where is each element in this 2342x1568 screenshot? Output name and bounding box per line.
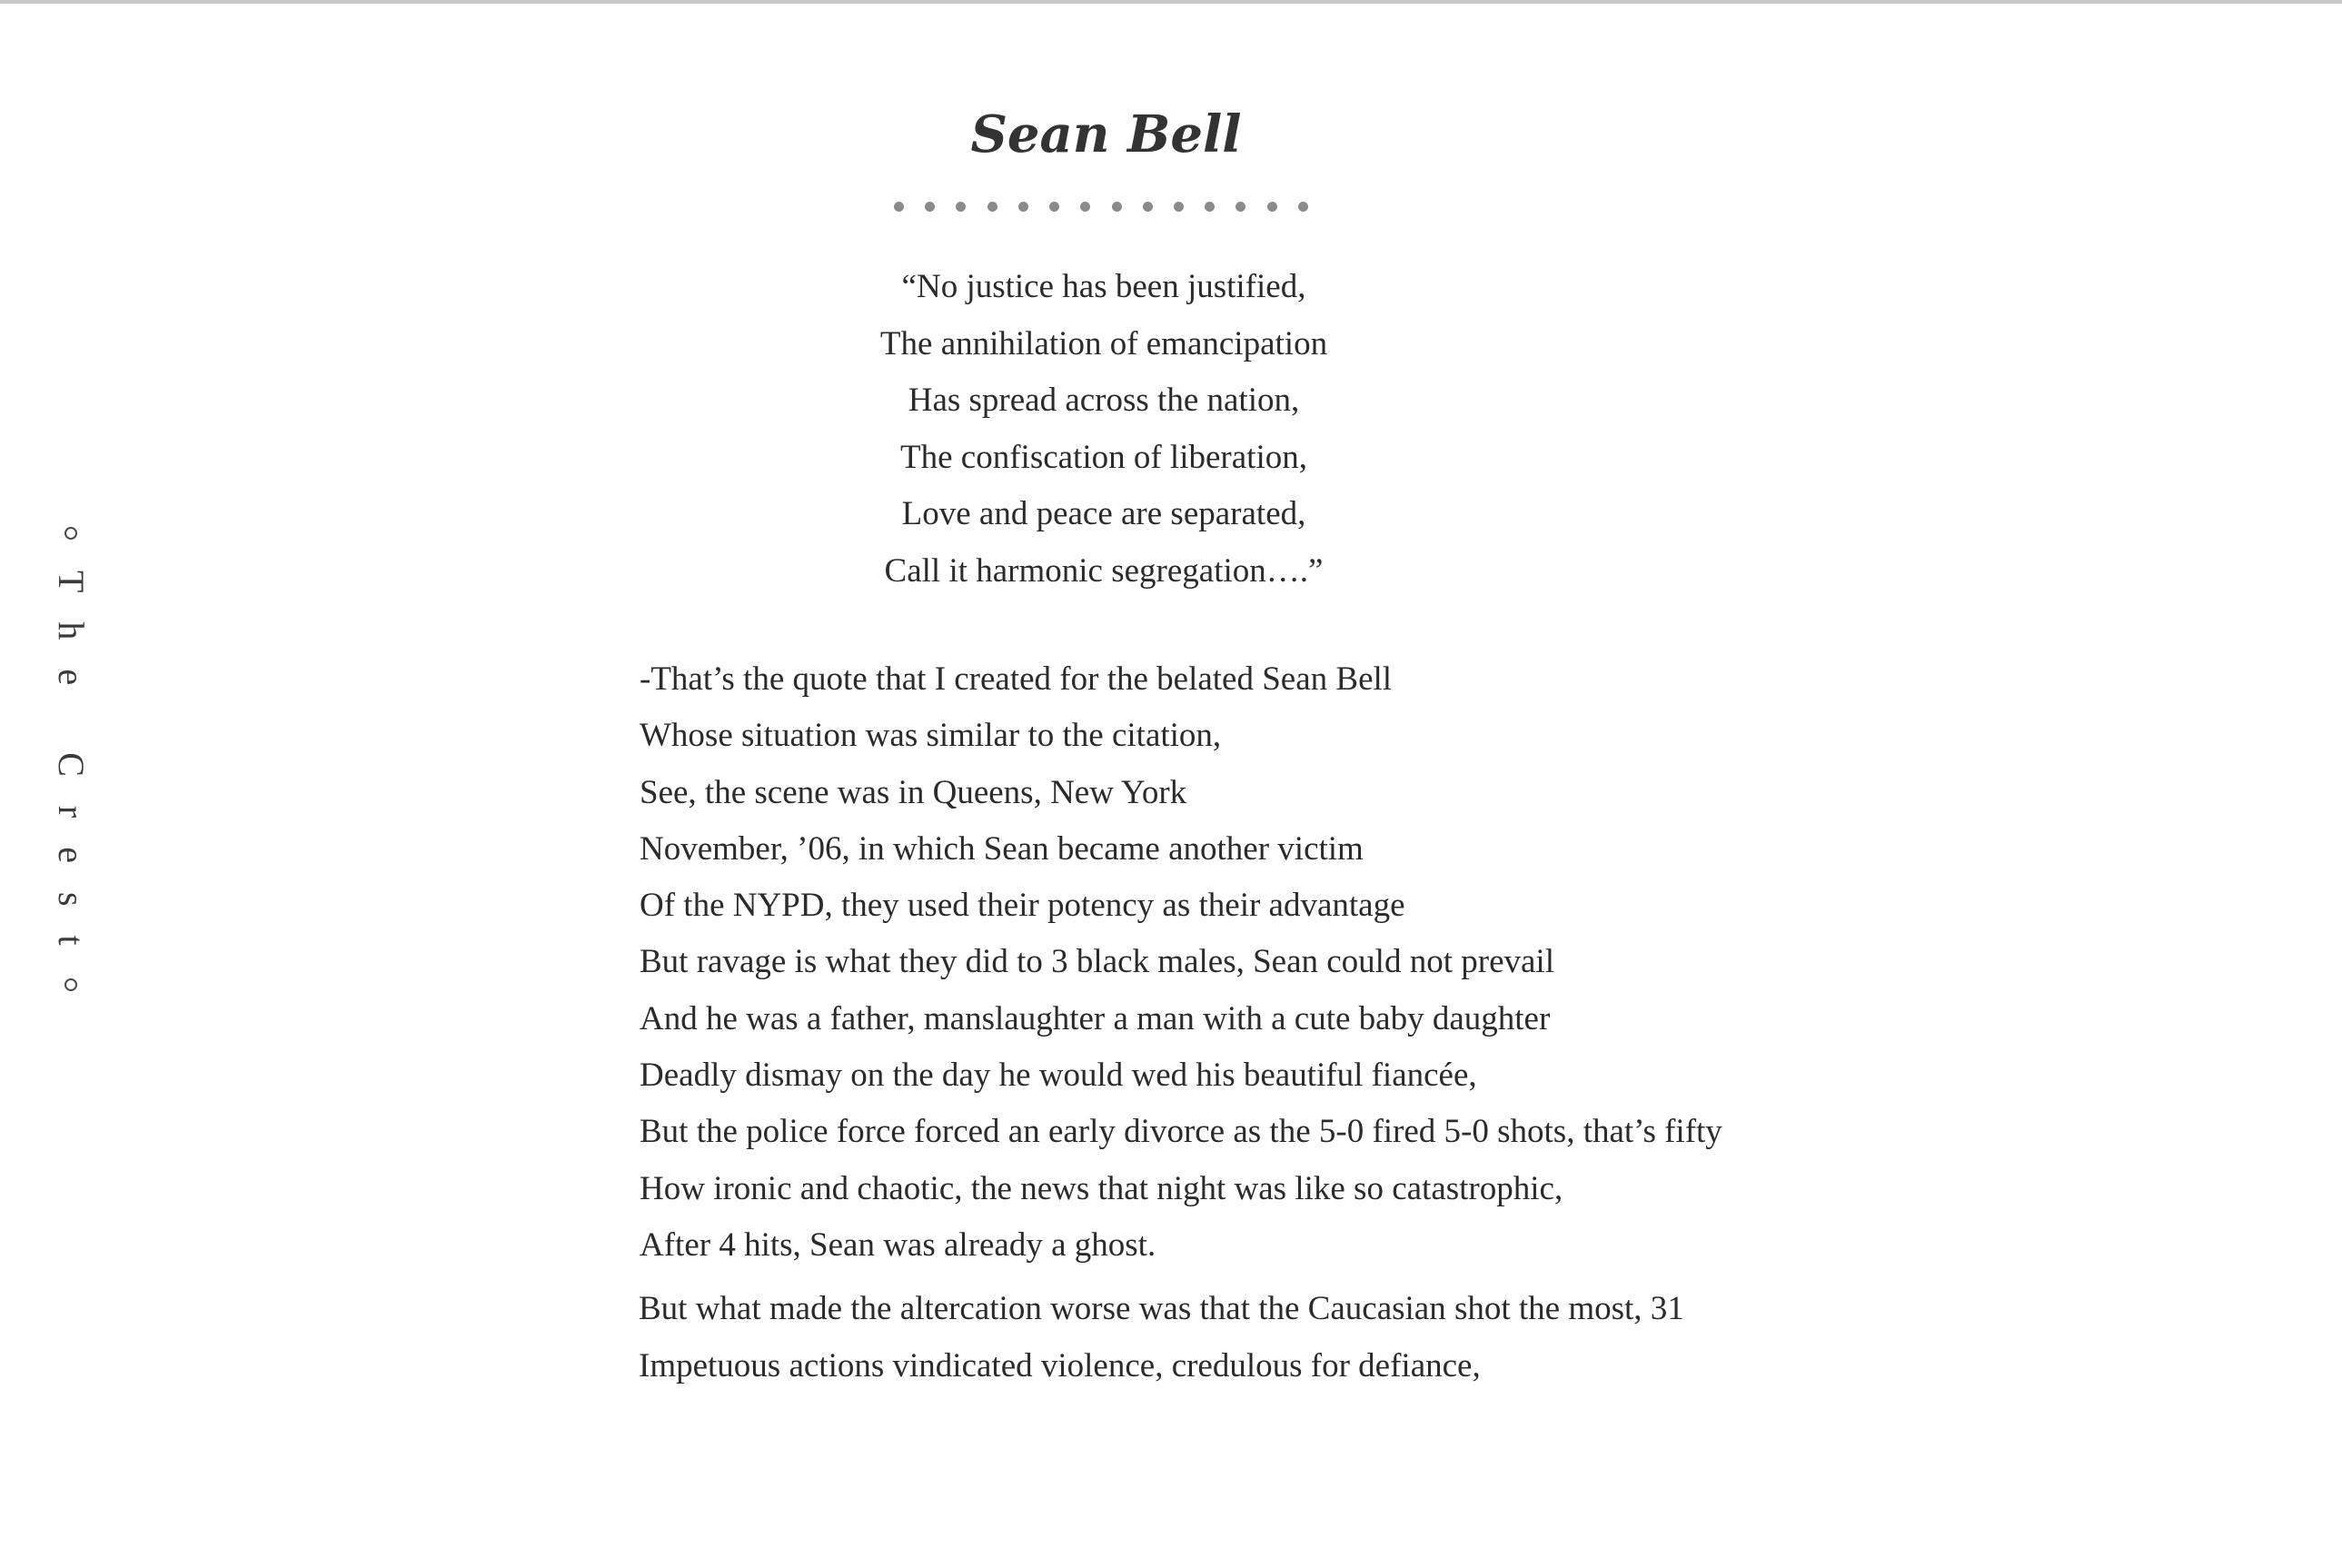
divider-dot — [1236, 202, 1245, 212]
verse-line: But what made the altercation worse was that the Caucasian shot the most, 31 — [639, 1290, 1684, 1327]
verse-line: And he was a father, manslaughter a man with a cute baby daughter — [640, 999, 1551, 1037]
quote-line: The confiscation of liberation, — [900, 438, 1307, 476]
divider-dot — [1267, 202, 1277, 212]
divider-dot — [987, 202, 997, 212]
poem-verse-continued — [639, 1281, 1684, 1394]
divider-dot — [894, 202, 904, 212]
divider-dot — [1018, 202, 1028, 212]
divider-dot — [925, 202, 935, 212]
verse-line: But ravage is what they did to 3 black males, Sean could not prevail — [640, 943, 1554, 981]
divider-dot — [1298, 202, 1308, 212]
verse-line: How ironic and chaotic, the news that night was like so catastrophic, — [640, 1169, 1563, 1207]
quote-line: Love and peace are separated, — [901, 495, 1306, 532]
verse-line: See, the scene was in Queens, New York — [640, 773, 1187, 811]
verse-line: -That’s the quote that I created for the belated Sean Bell — [640, 660, 1393, 698]
divider-dot — [1049, 202, 1059, 212]
verse-line: November, ’06, in which Sean became another victim — [640, 829, 1364, 868]
poem-verse — [640, 651, 1722, 1274]
divider-dot — [956, 202, 966, 212]
divider-dot — [1143, 202, 1153, 212]
verse-line: Of the NYPD, they used their potency as their advantage — [640, 887, 1405, 925]
opening-quote — [0, 259, 2208, 600]
divider-dot — [1205, 202, 1215, 212]
publication-name: The Crest — [51, 571, 92, 975]
poem-title: Sean Bell — [970, 104, 1242, 164]
top-border-rule — [0, 0, 2342, 4]
quote-line: Has spread across the nation, — [908, 382, 1300, 419]
verse-line: But the police force forced an early divorce as the 5-0 fired 5-0 shots, that’s fifty — [640, 1113, 1722, 1151]
dotted-divider — [894, 202, 1308, 212]
quote-line: Call it harmonic segregation….” — [884, 551, 1324, 590]
quote-line: “No justice has been justified, — [901, 268, 1306, 305]
circle-bullet-icon — [65, 978, 77, 991]
divider-dot — [1174, 202, 1184, 212]
divider-dot — [1080, 202, 1090, 212]
verse-line: After 4 hits, Sean was already a ghost. — [640, 1226, 1156, 1264]
quote-line: The annihilation of emancipation — [879, 324, 1328, 362]
divider-dot — [1112, 202, 1122, 212]
verse-line: Whose situation was similar to the citation, — [640, 717, 1222, 755]
verse-line: Deadly dismay on the day he would wed his beautiful fiancée, — [640, 1057, 1477, 1095]
verse-line: Impetuous actions vindicated violence, credulous for defiance, — [639, 1346, 1481, 1384]
